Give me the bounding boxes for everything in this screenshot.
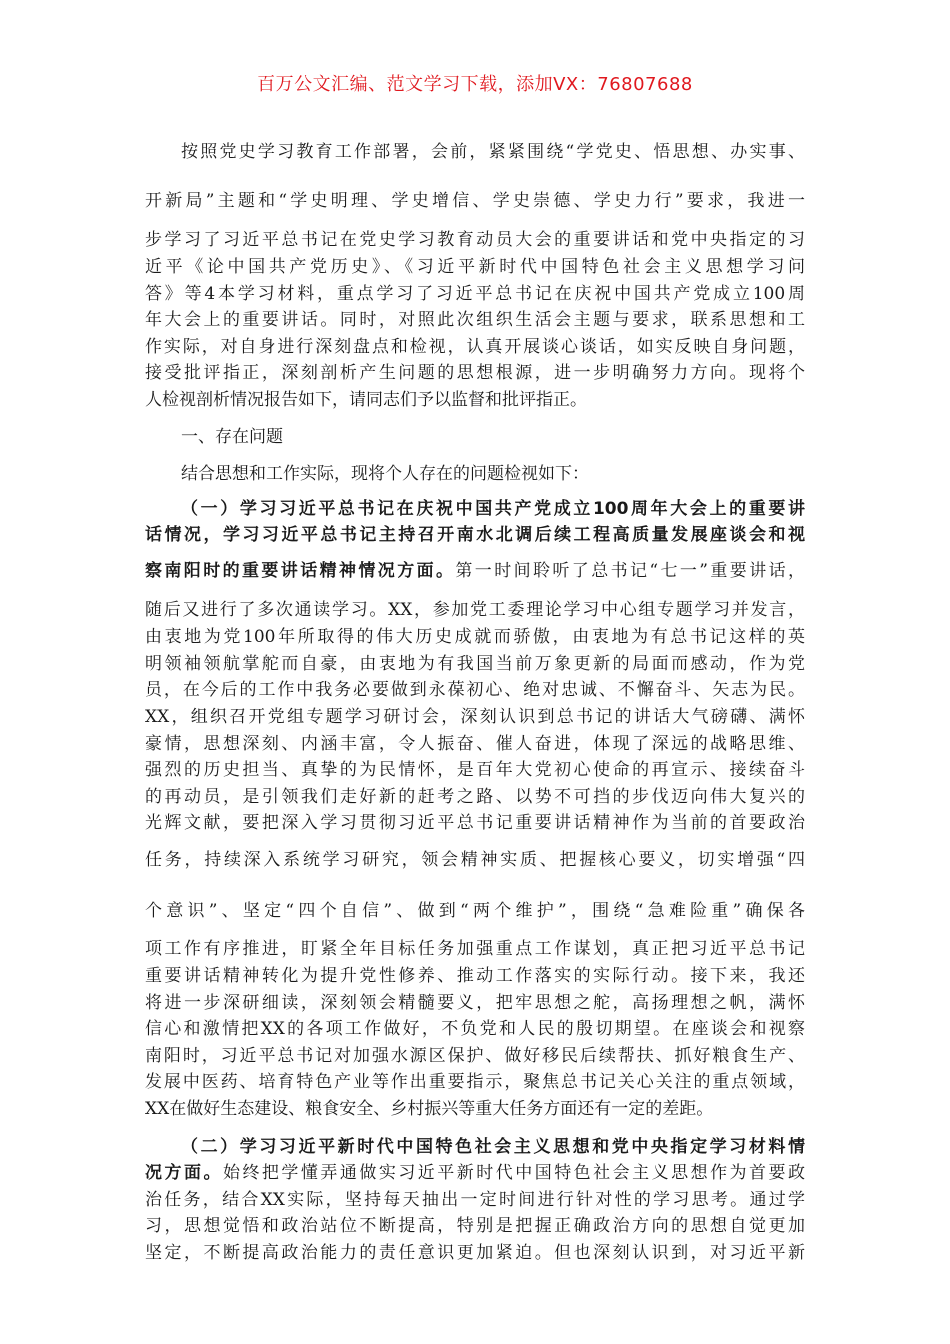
paragraph-line: 南阳时，习近平总书记对加强水源区保护、做好移民后续帮扶、抓好粮食生产、 bbox=[145, 1046, 805, 1066]
paragraph-line: 坚定，不断提高政治能力的责任意识更加紧迫。但也深刻认识到，对习近平新 bbox=[145, 1243, 805, 1263]
paragraph-line: 开新局”主题和“学史明理、学史增信、学史崇德、学史力行”要求，我进一 bbox=[145, 191, 805, 211]
paragraph-line: 员，在今后的工作中我务必要做到永葆初心、绝对忠诚、不懈奋斗、矢志为民。 bbox=[145, 680, 805, 700]
paragraph-line: 重要讲话精神转化为提升党性修养、推动工作落实的实际行动。接下来，我还 bbox=[145, 966, 805, 986]
paragraph-line: 光辉文献，要把深入学习贯彻习近平总书记重要讲话精神作为当前的首要政治 bbox=[145, 813, 805, 833]
paragraph-line: 习，思想觉悟和政治站位不断提高，特别是把握正确政治方向的思想自觉更加 bbox=[145, 1216, 805, 1236]
paragraph-line: 人检视剖析情况报告如下，请同志们予以监督和批评指正。 bbox=[145, 390, 587, 410]
paragraph-line: 由衷地为党100年所取得的伟大历史成就而骄傲，由衷地为有总书记这样的英 bbox=[145, 627, 805, 647]
section-heading: 一、存在问题 bbox=[181, 427, 283, 447]
subsection-heading-line: 话情况，学习习近平总书记主持召开南水北调后续工程高质量发展座谈会和视 bbox=[145, 525, 805, 545]
paragraph-line: 的再动员，是引领我们走好新的赶考之路、以势不可挡的步伐迈向伟大复兴的 bbox=[145, 787, 805, 807]
paragraph-line: 项工作有序推进，盯紧全年目标任务加强重点工作谋划，真正把习近平总书记 bbox=[145, 939, 805, 959]
paragraph-line: 豪情，思想深刻、内涵丰富，令人振奋、催人奋进，体现了深远的战略思维、 bbox=[145, 734, 805, 754]
paragraph-text: 始终把学懂弄通做实习近平新时代中国特色社会主义思想作为首要政 bbox=[222, 1163, 806, 1183]
paragraph-line: 明领袖领航掌舵而自豪，由衷地为有我国当前万象更新的局面而感动，作为党 bbox=[145, 654, 805, 674]
paragraph-text: 第一时间聆听了总书记“七一”重要讲话， bbox=[455, 561, 805, 581]
paragraph-line: 步学习了习近平总书记在党史学习教育动员大会的重要讲话和党中央指定的习 bbox=[145, 230, 805, 250]
paragraph-line: 治任务，结合XX实际，坚持每天抽出一定时间进行针对性的学习思考。通过学 bbox=[145, 1190, 805, 1210]
paragraph-line: 作实际，对自身进行深刻盘点和检视，认真开展谈心谈话，如实反映自身问题， bbox=[145, 337, 805, 357]
paragraph-line bbox=[145, 560, 805, 582]
paragraph-line bbox=[145, 1162, 805, 1184]
paragraph-line: XX，组织召开党组专题学习研讨会，深刻认识到总书记的讲话大气磅礴、满怀 bbox=[145, 707, 805, 727]
paragraph-line: 将进一步深研细读，深刻领会精髓要义，把牢思想之舵，高扬理想之帆，满怀 bbox=[145, 993, 805, 1013]
paragraph-line: 个意识”、坚定“四个自信”、做到“两个维护”，围绕“急难险重”确保各 bbox=[145, 901, 805, 921]
paragraph-line: 任务，持续深入系统学习研究，领会精神实质、把握核心要义，切实增强“四 bbox=[145, 850, 805, 870]
paragraph-line: 近平《论中国共产党历史》、《习近平新时代中国特色社会主义思想学习问 bbox=[145, 257, 805, 277]
watermark-header: 百万公文汇编、范文学习下载，添加VX：76807688 bbox=[257, 74, 693, 95]
paragraph-line: 随后又进行了多次通读学习。XX，参加党工委理论学习中心组专题学习并发言， bbox=[145, 600, 805, 620]
paragraph-line: 按照党史学习教育工作部署，会前，紧紧围绕“学党史、悟思想、办实事、 bbox=[181, 142, 805, 162]
subsection-heading-line: （二）学习习近平新时代中国特色社会主义思想和党中央指定学习材料情 bbox=[181, 1137, 805, 1157]
paragraph-line: 强烈的历史担当、真挚的为民情怀，是百年大党初心使命的再宣示、接续奋斗 bbox=[145, 760, 805, 780]
intro-line: 结合思想和工作实际，现将个人存在的问题检视如下： bbox=[181, 464, 589, 484]
paragraph-line: 答》等4本学习材料，重点学习了习近平总书记在庆祝中国共产党成立100周 bbox=[145, 284, 805, 304]
subsection-heading-line: （一）学习习近平总书记在庆祝中国共产党成立100周年大会上的重要讲 bbox=[181, 499, 805, 519]
subsection-heading-line: 察南阳时的重要讲话精神情况方面。 bbox=[145, 561, 456, 581]
paragraph-line: 发展中医药、培育特色产业等作出重要指示，聚焦总书记关心关注的重点领域， bbox=[145, 1072, 805, 1092]
paragraph-line: XX在做好生态建设、粮食安全、乡村振兴等重大任务方面还有一定的差距。 bbox=[145, 1099, 714, 1119]
paragraph-line: 信心和激情把XX的各项工作做好，不负党和人民的殷切期望。在座谈会和视察 bbox=[145, 1019, 805, 1039]
subsection-heading-line: 况方面。 bbox=[145, 1163, 223, 1183]
paragraph-line: 年大会上的重要讲话。同时，对照此次组织生活会主题与要求，联系思想和工 bbox=[145, 310, 805, 330]
paragraph-line: 接受批评指正，深刻剖析产生问题的思想根源，进一步明确努力方向。现将个 bbox=[145, 363, 805, 383]
